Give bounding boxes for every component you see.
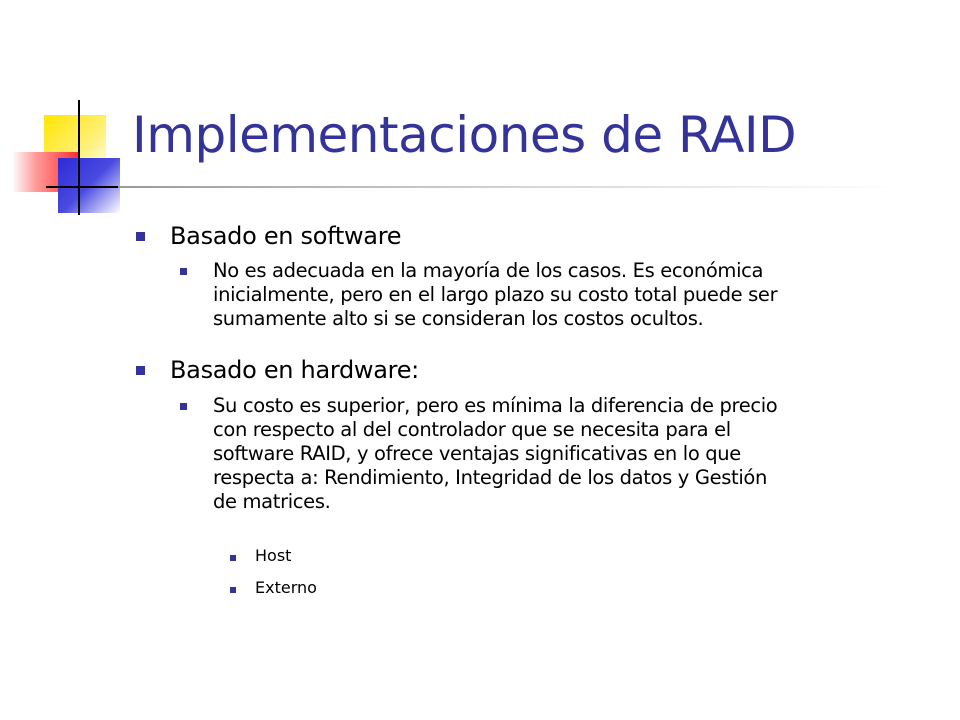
text-line: software RAID, y ofrece ventajas significativas en lo que	[213, 442, 741, 465]
sub-bullet-hardware-detail	[213, 394, 913, 514]
text-line: con respecto al del controlador que se necesita para el	[213, 418, 731, 441]
text-line: Su costo es superior, pero es mínima la diferencia de precio	[213, 394, 778, 417]
bullet-hardware	[170, 355, 890, 385]
text-line: respecta a: Rendimiento, Integridad de los datos y Gestión	[213, 466, 767, 489]
bullet-square-icon	[230, 555, 236, 561]
bullet-label: Externo	[255, 578, 317, 597]
sub-sub-bullet-externo	[255, 578, 655, 598]
text-line: No es adecuada en la mayoría de los casos. Es económica	[213, 259, 764, 282]
bullet-label: Basado en hardware:	[170, 356, 419, 384]
bullet-software	[170, 221, 890, 251]
bullet-label: Host	[255, 546, 292, 565]
text-line: sumamente alto si se consideran los costos ocultos.	[213, 307, 704, 330]
bullet-square-icon	[180, 403, 187, 410]
sub-sub-bullet-host	[255, 546, 655, 566]
bullet-square-icon	[180, 268, 187, 275]
text-line: de matrices.	[213, 490, 331, 513]
bullet-square-icon	[230, 587, 236, 593]
decorative-horizontal-line	[46, 186, 118, 188]
bullet-label: Basado en software	[170, 222, 402, 250]
decorative-vertical-line	[78, 100, 80, 215]
bullet-square-icon	[136, 366, 145, 375]
title-underline	[118, 186, 898, 188]
text-line: inicialmente, pero en el largo plazo su costo total puede ser	[213, 283, 778, 306]
sub-bullet-software-detail	[213, 259, 913, 331]
bullet-square-icon	[136, 232, 145, 241]
slide-title: Implementaciones de RAID	[132, 106, 797, 164]
